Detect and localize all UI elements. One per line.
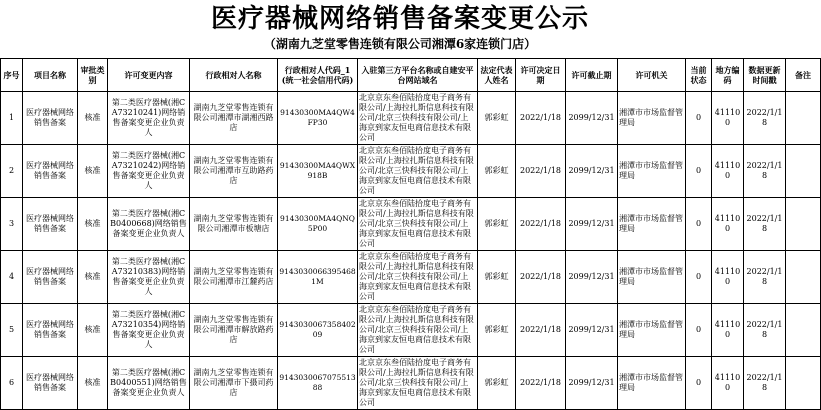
cell-code: 91430300MA4QW4FP30 bbox=[278, 92, 358, 145]
cell-authority: 湘潭市市场监督管理局 bbox=[618, 198, 686, 251]
cell-decision-date: 2022/1/18 bbox=[516, 145, 566, 198]
cell-authority: 湘潭市市场监督管理局 bbox=[618, 251, 686, 304]
cell-remark bbox=[786, 251, 821, 304]
header-seq: 序号 bbox=[1, 59, 23, 92]
cell-category: 核准 bbox=[78, 251, 108, 304]
cell-region: 411100 bbox=[712, 92, 744, 145]
cell-remark bbox=[786, 145, 821, 198]
cell-region: 411100 bbox=[712, 145, 744, 198]
cell-end-date: 2099/12/31 bbox=[566, 198, 618, 251]
cell-entity: 湖南九芝堂零售连锁有限公司湘潭市下摄司药店 bbox=[190, 357, 278, 410]
cell-code: 914303006707551388 bbox=[278, 357, 358, 410]
cell-legal: 郭彩虹 bbox=[478, 198, 516, 251]
cell-status: 0 bbox=[686, 357, 712, 410]
header-authority: 许可机关 bbox=[618, 59, 686, 92]
header-region: 地方编码 bbox=[712, 59, 744, 92]
cell-decision-date: 2022/1/18 bbox=[516, 357, 566, 410]
cell-remark bbox=[786, 92, 821, 145]
cell-update: 2022/1/18 bbox=[744, 145, 786, 198]
cell-update: 2022/1/18 bbox=[744, 251, 786, 304]
cell-code: 91430300MA4QWX918B bbox=[278, 145, 358, 198]
cell-project: 医疗器械网络销售备案 bbox=[23, 145, 78, 198]
cell-update: 2022/1/18 bbox=[744, 357, 786, 410]
cell-seq: 6 bbox=[1, 357, 23, 410]
cell-region: 411100 bbox=[712, 251, 744, 304]
cell-authority: 湘潭市市场监督管理局 bbox=[618, 145, 686, 198]
filing-table bbox=[0, 58, 821, 410]
cell-update: 2022/1/18 bbox=[744, 92, 786, 145]
cell-entity: 湖南九芝堂零售连锁有限公司湘潭市江麓药店 bbox=[190, 251, 278, 304]
cell-legal: 郭彩虹 bbox=[478, 145, 516, 198]
cell-legal: 郭彩虹 bbox=[478, 92, 516, 145]
header-category: 审批类别 bbox=[78, 59, 108, 92]
cell-authority: 湘潭市市场监督管理局 bbox=[618, 92, 686, 145]
cell-legal: 郭彩虹 bbox=[478, 304, 516, 357]
header-code: 行政相对人代码_1(统一社会信用代码) bbox=[278, 59, 358, 92]
cell-legal: 郭彩虹 bbox=[478, 357, 516, 410]
cell-project: 医疗器械网络销售备案 bbox=[23, 92, 78, 145]
cell-code: 914303006735840209 bbox=[278, 304, 358, 357]
cell-seq: 1 bbox=[1, 92, 23, 145]
cell-category: 核准 bbox=[78, 92, 108, 145]
cell-authority: 湘潭市市场监督管理局 bbox=[618, 304, 686, 357]
table-row bbox=[1, 92, 821, 145]
cell-region: 411100 bbox=[712, 357, 744, 410]
cell-code: 91430300MA4QNQ5P00 bbox=[278, 198, 358, 251]
cell-update: 2022/1/18 bbox=[744, 304, 786, 357]
cell-decision-date: 2022/1/18 bbox=[516, 92, 566, 145]
header-change: 许可变更内容 bbox=[108, 59, 190, 92]
cell-update: 2022/1/18 bbox=[744, 198, 786, 251]
cell-seq: 4 bbox=[1, 251, 23, 304]
header-update: 数据更新时间戳 bbox=[744, 59, 786, 92]
cell-end-date: 2099/12/31 bbox=[566, 92, 618, 145]
cell-remark bbox=[786, 304, 821, 357]
cell-category: 核准 bbox=[78, 198, 108, 251]
cell-code: 91430300663954681M bbox=[278, 251, 358, 304]
table-row bbox=[1, 145, 821, 198]
cell-project: 医疗器械网络销售备案 bbox=[23, 304, 78, 357]
cell-decision-date: 2022/1/18 bbox=[516, 198, 566, 251]
cell-status: 0 bbox=[686, 145, 712, 198]
cell-region: 411100 bbox=[712, 198, 744, 251]
header-entity: 行政相对人名称 bbox=[190, 59, 278, 92]
header-project: 项目名称 bbox=[23, 59, 78, 92]
cell-decision-date: 2022/1/18 bbox=[516, 304, 566, 357]
cell-platform: 北京京东叁佰陆拾度电子商务有限公司/上海拉扎斯信息科技有限公司/北京三快科技有限公司/上海京到家友恒电商信息技术有限公司 bbox=[358, 304, 478, 357]
page-subtitle: （湖南九芝堂零售连锁有限公司湘潭6家连锁门店） bbox=[263, 37, 537, 51]
cell-remark bbox=[786, 198, 821, 251]
cell-change: 第二类医疗器械(湘CB0400668)网络销售备案变更企业负责人 bbox=[108, 198, 190, 251]
table-row bbox=[1, 357, 821, 410]
cell-entity: 湖南九芝堂零售连锁有限公司湘潭市互助路药店 bbox=[190, 145, 278, 198]
header-row bbox=[1, 59, 821, 92]
cell-end-date: 2099/12/31 bbox=[566, 251, 618, 304]
cell-end-date: 2099/12/31 bbox=[566, 357, 618, 410]
cell-seq: 5 bbox=[1, 304, 23, 357]
cell-remark bbox=[786, 357, 821, 410]
cell-legal: 郭彩虹 bbox=[478, 251, 516, 304]
header-status: 当前状态 bbox=[686, 59, 712, 92]
cell-platform: 北京京东叁佰陆拾度电子商务有限公司/上海拉扎斯信息科技有限公司/北京三快科技有限公司/上海京到家友恒电商信息技术有限公司 bbox=[358, 198, 478, 251]
cell-status: 0 bbox=[686, 304, 712, 357]
cell-change: 第二类医疗器械(湘CA73210354)网络销售备案变更企业负责人 bbox=[108, 304, 190, 357]
cell-region: 411100 bbox=[712, 304, 744, 357]
cell-change: 第二类医疗器械(湘CA73210241)网络销售备案变更企业负责人 bbox=[108, 92, 190, 145]
cell-platform: 北京京东叁佰陆拾度电子商务有限公司/上海拉扎斯信息科技有限公司/北京三快科技有限公司/上海京到家友恒电商信息技术有限公司 bbox=[358, 357, 478, 410]
header-end-date: 许可截止期 bbox=[566, 59, 618, 92]
header-legal: 法定代表人姓名 bbox=[478, 59, 516, 92]
cell-project: 医疗器械网络销售备案 bbox=[23, 198, 78, 251]
table-row bbox=[1, 198, 821, 251]
cell-project: 医疗器械网络销售备案 bbox=[23, 251, 78, 304]
cell-status: 0 bbox=[686, 92, 712, 145]
page-title: 医疗器械网络销售备案变更公示 bbox=[210, 4, 589, 34]
header-decision-date: 许可决定日期 bbox=[516, 59, 566, 92]
cell-category: 核准 bbox=[78, 304, 108, 357]
cell-status: 0 bbox=[686, 251, 712, 304]
cell-platform: 北京京东叁佰陆拾度电子商务有限公司/上海拉扎斯信息科技有限公司/北京三快科技有限公司/上海京到家友恒电商信息技术有限公司 bbox=[358, 145, 478, 198]
cell-change: 第二类医疗器械(湘CA73210242)网络销售备案变更企业负责人 bbox=[108, 145, 190, 198]
cell-entity: 湖南九芝堂零售连锁有限公司湘潭市解放路药店 bbox=[190, 304, 278, 357]
cell-end-date: 2099/12/31 bbox=[566, 145, 618, 198]
cell-category: 核准 bbox=[78, 145, 108, 198]
header-remark: 备注 bbox=[786, 59, 821, 92]
cell-decision-date: 2022/1/18 bbox=[516, 251, 566, 304]
cell-end-date: 2099/12/31 bbox=[566, 304, 618, 357]
cell-entity: 湖南九芝堂零售连锁有限公司湘潭市湖湘西路店 bbox=[190, 92, 278, 145]
table-row bbox=[1, 251, 821, 304]
cell-platform: 北京京东叁佰陆拾度电子商务有限公司/上海拉扎斯信息科技有限公司/北京三快科技有限公司/上海京到家友恒电商信息技术有限公司 bbox=[358, 251, 478, 304]
cell-project: 医疗器械网络销售备案 bbox=[23, 357, 78, 410]
cell-change: 第二类医疗器械(湘CA73210383)网络销售备案变更企业负责人 bbox=[108, 251, 190, 304]
table-row bbox=[1, 304, 821, 357]
header-platform: 入驻第三方平台名称或自建安平台网站域名 bbox=[358, 59, 478, 92]
cell-change: 第二类医疗器械(湘CB0400551)网络销售备案变更企业负责人 bbox=[108, 357, 190, 410]
cell-seq: 2 bbox=[1, 145, 23, 198]
cell-authority: 湘潭市市场监督管理局 bbox=[618, 357, 686, 410]
cell-seq: 3 bbox=[1, 198, 23, 251]
cell-category: 核准 bbox=[78, 357, 108, 410]
cell-status: 0 bbox=[686, 198, 712, 251]
cell-platform: 北京京东叁佰陆拾度电子商务有限公司/上海拉扎斯信息科技有限公司/北京三快科技有限公司/上海京到家友恒电商信息技术有限公司 bbox=[358, 92, 478, 145]
cell-entity: 湖南九芝堂零售连锁有限公司湘潭市板塘店 bbox=[190, 198, 278, 251]
